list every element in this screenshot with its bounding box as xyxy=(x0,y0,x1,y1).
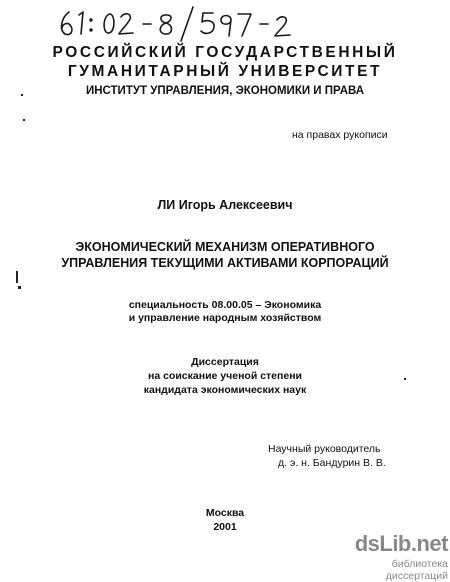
scan-speck xyxy=(16,271,18,283)
specialty-line2: и управление народным хозяйством xyxy=(128,312,322,324)
degree-line2: на соискание ученой степени xyxy=(148,370,302,382)
author-name: ЛИ Игорь Алексеевич xyxy=(157,198,293,212)
institute-name: ИНСТИТУТ УПРАВЛЕНИЯ, ЭКОНОМИКИ И ПРАВА xyxy=(85,85,365,97)
supervisor-name: д. э. н. Бандурин В. В. xyxy=(278,457,386,469)
supervisor-label: Научный руководитель xyxy=(268,443,381,455)
scan-speck xyxy=(18,286,21,289)
watermark-logo xyxy=(328,532,448,556)
scan-speck xyxy=(404,378,406,380)
city: Москва xyxy=(205,507,245,519)
year: 2001 xyxy=(213,521,237,533)
degree-line1: Диссертация xyxy=(191,356,259,368)
specialty-line1: специальность 08.00.05 – Экономика xyxy=(128,299,322,311)
university-name-line1: РОССИЙСКИЙ ГОСУДАРСТВЕННЫЙ xyxy=(52,44,398,61)
dissertation-title-line1: ЭКОНОМИЧЕСКИЙ МЕХАНИЗМ ОПЕРАТИВНОГО xyxy=(75,240,375,254)
watermark-logo-main: dsLib xyxy=(354,531,411,556)
dissertation-title-line2: УПРАВЛЕНИЯ ТЕКУЩИМИ АКТИВАМИ КОРПОРАЦИЙ xyxy=(61,256,389,270)
manuscript-rights-note: на правах рукописи xyxy=(292,129,388,141)
handwritten-catalog-number xyxy=(55,4,305,42)
scan-speck xyxy=(23,119,25,121)
watermark-caption: библиотека диссертаций xyxy=(385,558,448,582)
university-name-line2: ГУМАНИТАРНЫЙ УНИВЕРСИТЕТ xyxy=(67,63,383,80)
watermark xyxy=(328,532,448,580)
scan-speck xyxy=(21,94,23,96)
handwriting-image xyxy=(55,4,305,42)
watermark-logo-tld: .net xyxy=(410,531,448,556)
degree-line3: кандидата экономических наук xyxy=(143,384,307,396)
